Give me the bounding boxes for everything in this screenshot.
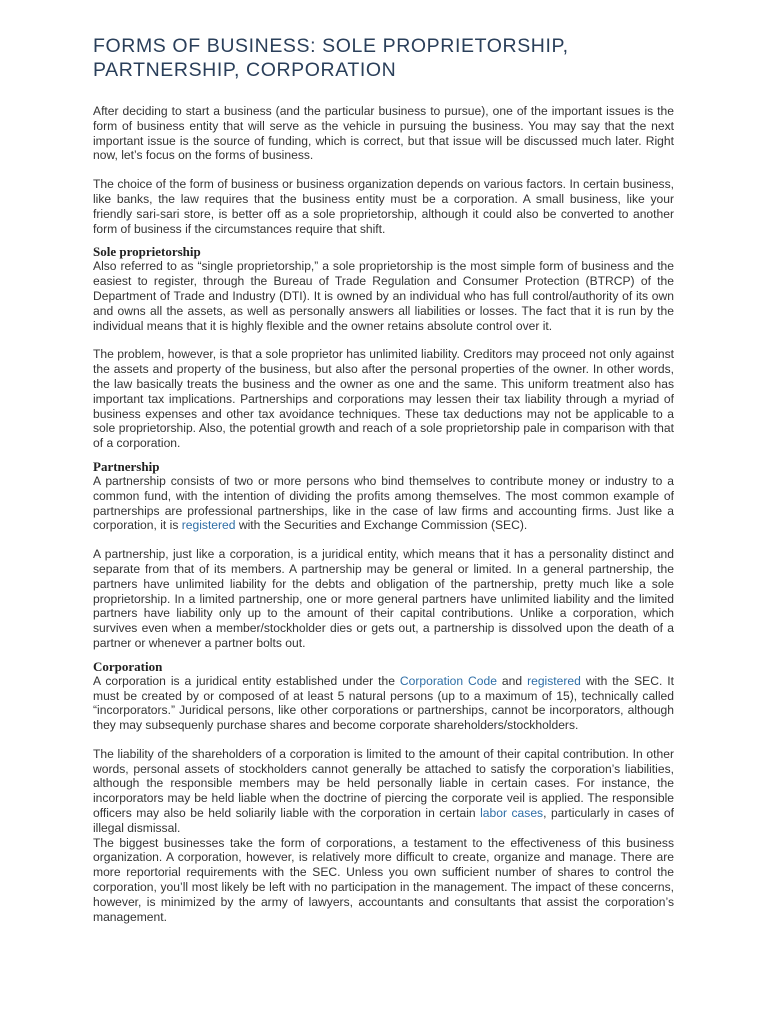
sole-paragraph-1: Also referred to as “single proprietorship,” a sole proprietorship is the most simple form of business and the easiest to register, through the Bureau of Trade Regulation and Consumer Protection (BTRCP) of the Department of Trade and Industry (DTI). It is owned by an individual who has full control/authority of its own and owns all the assets, as well as personally answers all liabilities or losses. The fact that it is run by the individual means that it is highly flexible and the owner retains absolute control over it.: [93, 259, 674, 333]
article-body: [93, 104, 674, 924]
corporation-paragraph-2: [93, 747, 674, 836]
page-title: FORMS OF BUSINESS: SOLE PROPRIETORSHIP, PARTNERSHIP, CORPORATION: [93, 35, 569, 81]
text-span: , particularly in cases of illegal dismissal.: [93, 806, 674, 835]
corporation-code-link[interactable]: Corporation Code: [399, 673, 497, 688]
corporation-paragraph-3: The biggest businesses take the form of corporations, a testament to the effectiveness of this business organization. A corporation, however, is relatively more difficult to create, organize and manage. There are more reportorial requirements with the SEC. Unless you own sufficient number of shares to control the corporation, you’ll most likely be left with no participation in the management. The impact of these concerns, however, is minimized by the army of lawyers, accountants and consultants that assist the corporation’s management.: [93, 835, 674, 924]
registered-link[interactable]: registered: [527, 673, 581, 688]
corporation-paragraph-1: [93, 674, 674, 733]
sole-paragraph-2: The problem, however, is that a sole proprietor has unlimited liability. Creditors may proceed not only against the assets and property of the business, but also after the personal properties of the owner. In other words, the law basically treats the business and the owner as one and the same. This uniform treatment also has important tax implications. Partnerships and corporations may lessen their tax liability through a myriad of business expenses and other tax avoidance techniques. These tax deductions may not be applicable to a sole proprietorship. Also, the potential growth and reach of a sole proprietorship pale in comparison with that of a corporation.: [93, 347, 674, 451]
labor-cases-link[interactable]: labor cases: [480, 806, 544, 821]
intro-paragraph-1: After deciding to start a business (and the particular business to pursue), one of the important issues is the form of business entity that will serve as the vehicle in pursuing the business. You may say that the next important issue is the source of funding, which is correct, but that issue will be discussed much later. Right now, let’s focus on the forms of business.: [93, 104, 674, 163]
text-span: A corporation is a juridical entity established under the: [93, 673, 400, 688]
heading-corporation: Corporation: [93, 658, 163, 674]
text-span: The liability of the shareholders of a corporation is limited to the amount of their capital contribution. In other words, personal assets of stockholders cannot generally be attached to satisfy the corporation’s liabilities, although the responsible members may be held personally liable in certain cases. For instance, the incorporators may be held liable when the doctrine of piercing the corporate veil is applied. The responsible officers may also be held soliarily liable with the corporation in certain: [93, 746, 674, 821]
partnership-paragraph-1: [93, 474, 674, 533]
intro-paragraph-2: The choice of the form of business or business organization depends on various factors. In certain business, like banks, the law requires that the business entity must be a corporation. A small business, like your friendly sari-sari store, is better off as a sole proprietorship, although it could also be converted to another form of business if the circumstances require that shift.: [93, 177, 674, 236]
text-span: A partnership consists of two or more persons who bind themselves to contribute money or industry to a common fund, with the intention of dividing the profits among themselves. The most common example of partnerships are professional partnerships, like in the case of law firms and accounting firms. Just like a corporation, it is: [93, 473, 674, 533]
text-span: with the Securities and Exchange Commission (SEC).: [235, 518, 528, 533]
partnership-paragraph-2: A partnership, just like a corporation, is a juridical entity, which means that it has a personality distinct and separate from that of its members. A partnership may be general or limited. In a general partnership, the partners have unlimited liability for the debts and obligation of the partnership, pretty much like a sole proprietorship. In a limited partnership, one or more general partners have unlimited liability and the limited partners have liability only up to the amount of their capital contributions. Unlike a corporation, which survives even when a member/stockholder dies or gets out, a partnership is dissolved upon the death of a partner or whenever a partner bolts out.: [93, 547, 674, 650]
registered-link[interactable]: registered: [181, 518, 236, 533]
heading-partnership: Partnership: [93, 458, 160, 474]
heading-sole-proprietorship: Sole proprietorship: [93, 244, 201, 260]
text-span: and: [496, 673, 528, 688]
text-span: with the SEC. It must be created by or composed of at least 5 natural persons (up to a maximum of 15), technically called “incorporators.” Juridical persons, like other corporations or partnerships, cannot be incorporators, although they may subsequenly purchase shares and become corporate shareholders/stockholders.: [93, 673, 674, 733]
